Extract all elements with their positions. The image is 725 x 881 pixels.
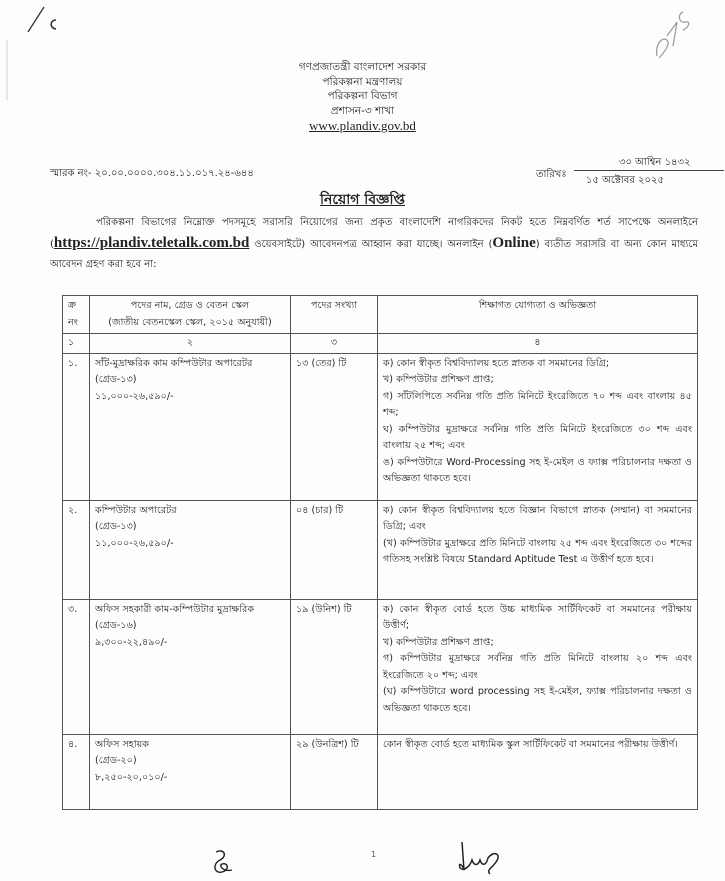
table-row (63, 353, 698, 500)
date-gregorian: ১৫ অক্টোবর ২০২৫ (586, 175, 665, 186)
row-serial: ২. (63, 500, 90, 599)
header-serial: ক্র নং (63, 296, 90, 334)
column-index-row: ১ ২ ৩ ৪ (63, 334, 698, 354)
header-post-subtitle: (জাতীয় বেতনস্কেল স্কেল, ২০১৫ অনুযায়ী) (108, 316, 272, 328)
notice-title: নিয়োগ বিজ্ঞপ্তি (319, 192, 406, 208)
header-count: পদের সংখ্যা (291, 296, 378, 334)
page-number: 1 (371, 850, 377, 859)
letterhead-branch: প্রশাসন-৩ শাখা (330, 104, 395, 117)
row-count: ১৯ (উনিশ) টি (291, 599, 378, 734)
memo-number (50, 166, 254, 183)
row-count: ১৩ (তের) টি (291, 353, 378, 500)
row-qualifications: ক) কোন স্বীকৃত বোর্ড হতে উচ্চ মাধ্যমিক সার্টিফিকেট বা সমমানের পরীক্ষায় উত্তীর্ণ; খ) কম্পিউটার প্রশিক্ষণ প্রাপ্ত; গ) কম্পিউটার মুদ্রাক্ষরে সর্বনিম্ন গতি প্রতি মিনিটে বাংলায় ২০ শব্দ এবং ইংরেজিতে ২০ শব্দ; এবং (ঘ) কম্পিউটারে word processing সহ ই-মেইল, ফ্যাক্স পরিচালনার দক্ষতা ও অভিজ্ঞতা থাকতে হবে। (378, 599, 698, 734)
memo-value: ২০.০০.০০০০.৩০৪.১১.০১৭.২৪-৬৪৪ (94, 168, 254, 179)
letterhead (0, 60, 725, 134)
header-post: পদের নাম, গ্রেড ও বেতন স্কেল (জাতীয় বেতনস্কেল স্কেল, ২০১৫ অনুযায়ী) (90, 296, 291, 334)
online-keyword: Online (492, 235, 536, 251)
handwritten-page-number-icon (653, 6, 697, 62)
vacancy-table (62, 295, 698, 810)
row-count: ২৯ (উনত্রিশ) টি (291, 734, 378, 809)
memo-label: স্মারক নং- (50, 168, 92, 179)
initial-signature-icon (210, 848, 236, 876)
application-website-link[interactable]: https://plandiv.teletalk.com.bd (53, 235, 250, 251)
date-label: তারিখঃ (536, 169, 567, 180)
header-qualification: শিক্ষাগত যোগ্যতা ও অভিজ্ঞতা (378, 296, 698, 334)
table-header-row (63, 296, 698, 334)
row-serial: ৪. (63, 734, 90, 809)
row-serial: ১. (63, 353, 90, 500)
row-post: অফিস সহায়ক (গ্রেড-২০) ৮,২৫০-২০,০১০/- (90, 734, 291, 809)
letterhead-ministry: পরিকল্পনা মন্ত্রণালয় (322, 75, 403, 88)
row-post: সাঁট-মুদ্রাক্ষরিক কাম কম্পিউটার অপারেটর (গ্রেড-১৩) ১১,০০০-২৬,৫৯০/- (90, 353, 291, 500)
table-row (63, 500, 698, 599)
row-qualifications: কোন স্বীকৃত বোর্ড হতে মাধ্যমিক স্কুল সার্টিফিকেট বা সমমানের পরীক্ষায় উত্তীর্ণ। (378, 734, 698, 809)
letterhead-division: পরিকল্পনা বিভাগ (327, 90, 398, 102)
row-qualifications: ক) কোন স্বীকৃত বিশ্ববিদ্যালয় হতে স্নাতক বা সমমানের ডিগ্রি; খ) কম্পিউটার প্রশিক্ষণ প্রাপ্ত; গ) সাঁটলিপিতে সর্বনিম্ন গতি প্রতি মিনিটে ইংরেজিতে ৭০ শব্দ এবং বাংলায় ৪৫ শব্দ; ঘ) কম্পিউটার মুদ্রাক্ষরে সর্বনিম্ন গতি প্রতি মিনিটে ইংরেজিতে ৩০ শব্দ এবং বাংলায় ২৫ শব্দ; এবং ঙ) কম্পিউটারে Word-Processing সহ ই-মেইল ও ফ্যাক্স পরিচালনার দক্ষতা ও অভিজ্ঞতা থাকতে হবে। (378, 353, 698, 500)
letterhead-government: গণপ্রজাতন্ত্রী বাংলাদেশ সরকার (298, 61, 427, 73)
row-count: ০৪ (চার) টি (291, 500, 378, 599)
officer-signature-icon (456, 840, 506, 876)
table-row (63, 599, 698, 734)
date-bangla: ৩০ আশ্বিন ১৪৩২ (574, 155, 724, 171)
table-row (63, 734, 698, 809)
row-qualifications: ক) কোন স্বীকৃত বিশ্ববিদ্যালয় হতে বিজ্ঞান বিভাগে স্নাতক (সম্মান) বা সমমানের ডিগ্রি; এবং (খ) কম্পিউটার মুদ্রাক্ষরে প্রতি মিনিটে বাংলায় ২৫ শব্দ এবং ইংরেজিতে ৩০ শব্দের গতিসহ সংশ্লিষ্ট বিষয়ে Standard Aptitude Test এ উত্তীর্ণ হতে হবে। (378, 500, 698, 599)
letterhead-website-link[interactable]: www.plandiv.gov.bd (309, 118, 416, 133)
row-post: অফিস সহকারী কাম-কম্পিউটার মুদ্রাক্ষরিক (গ্রেড-১৬) ৯,৩০০-২২,৪৯০/- (90, 599, 291, 734)
intro-paragraph: পরিকল্পনা বিভাগের নিম্নোক্ত পদসমূহে সরাসরি নিয়োগের জন্য প্রকৃত বাংলাদেশি নাগরিকদের নিকট হতে নিম্নবর্ণিত শর্ত সাপেক্ষে অনলাইনে (https://plandiv.teletalk.com.bd ওয়েবসাইটে) আবেদনপত্র আহ্বান করা যাচ্ছে। অনলাইন (Online) ব্যতীত সরাসরি বা অন্য কোন মাধ্যমে আবেদন গ্রহণ করা হবে না: (50, 217, 698, 270)
handwritten-mark-icon (26, 4, 66, 34)
row-serial: ৩. (63, 599, 90, 734)
row-post: কম্পিউটার অপারেটর (গ্রেড-১৩) ১১,০০০-২৬,৫৯০/- (90, 500, 291, 599)
